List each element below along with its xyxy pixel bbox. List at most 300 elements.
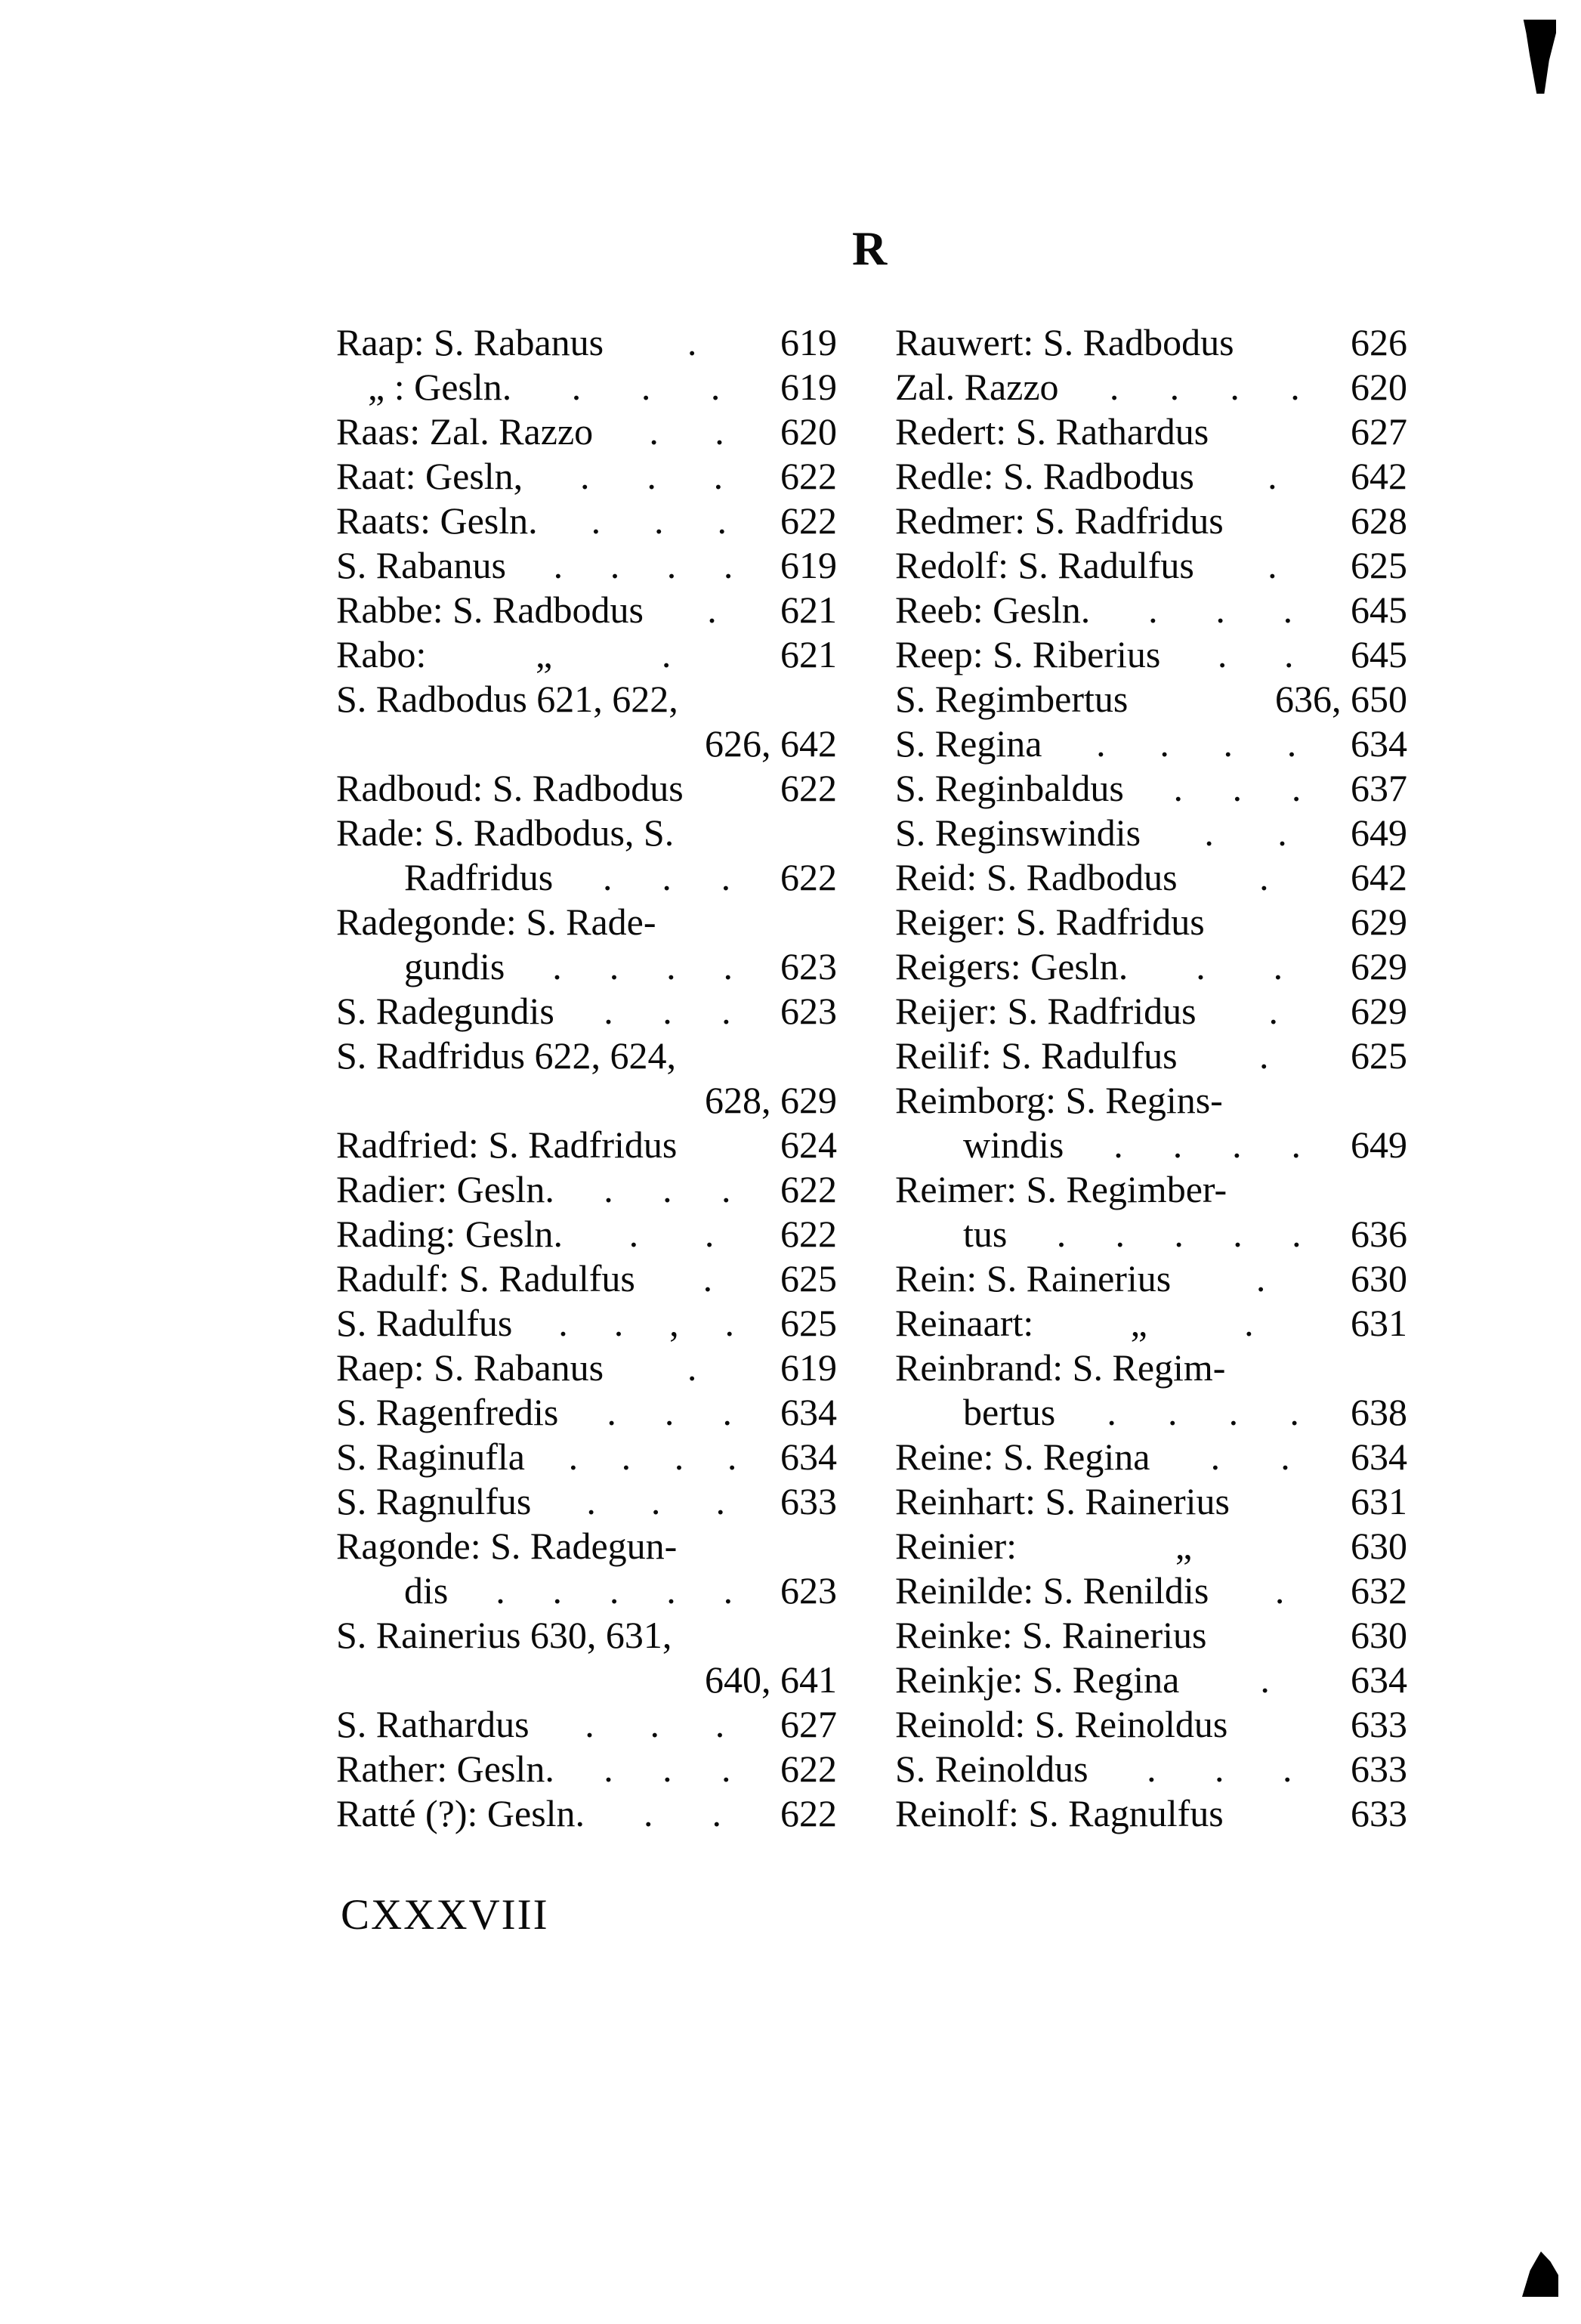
leader-dot: . [713, 455, 724, 497]
leader-dot: . [1283, 633, 1294, 675]
index-entry [336, 1568, 837, 1613]
entry-text: Reine: S. Regina [895, 1436, 1150, 1478]
entry-page-number: 622 [780, 1213, 837, 1255]
entry-text: Reijer: S. Radfridus [895, 990, 1197, 1032]
leader-dot: . [654, 499, 664, 542]
index-entry [895, 900, 1407, 944]
entry-page-number: 619 [780, 321, 837, 363]
leader-dot: . [1286, 722, 1297, 765]
index-entry [336, 1479, 837, 1524]
leader-dot: . [641, 366, 651, 408]
dot-leader [448, 1568, 780, 1613]
leader-dot: . [1228, 1391, 1239, 1433]
entry-page-number: 630 [1351, 1614, 1407, 1656]
entry-text: S. Ragnulfus [336, 1480, 532, 1522]
index-entry [336, 1390, 837, 1435]
entry-page-number: 634 [1351, 1436, 1407, 1478]
leader-dot: . [1260, 1658, 1270, 1701]
entry-text: S. Rainerius 630, 631, [336, 1614, 672, 1656]
index-entry [336, 1658, 837, 1702]
index-entry [336, 766, 837, 811]
entry-text: Reinier: [895, 1525, 1017, 1567]
entry-page-number: 642 [1351, 856, 1407, 898]
dot-leader [530, 1702, 780, 1747]
leader-dot: . [1292, 1213, 1302, 1255]
leader-dot: . [603, 856, 613, 898]
leader-dot: . [1172, 1123, 1183, 1166]
entry-page-number: 631 [1351, 1302, 1407, 1344]
index-entry [336, 1034, 837, 1078]
leader-dot: . [609, 1569, 619, 1612]
entry-page-number: 622 [780, 1792, 837, 1834]
entry-page-number: 620 [1351, 366, 1407, 408]
entry-page-number: 622 [780, 1748, 837, 1790]
leader-dot: . [585, 1703, 594, 1745]
entry-text: Radier: Gesln. [336, 1168, 554, 1210]
index-entry [895, 1123, 1407, 1167]
index-entry [336, 677, 837, 722]
leader-dot: . [591, 499, 601, 542]
entry-text: Radfried: S. Radfridus [336, 1123, 678, 1166]
entry-page-number: 634 [1351, 1658, 1407, 1701]
leader-dot: . [1210, 1436, 1221, 1478]
entry-text: Reid: S. Radbodus [895, 856, 1178, 898]
entry-page-number: 633 [1351, 1703, 1407, 1745]
dot-leader [553, 855, 780, 900]
index-entry [895, 1791, 1407, 1836]
leader-dot: . [609, 945, 619, 987]
leader-dot: . [1233, 1213, 1243, 1255]
leader-dot: . [1259, 1034, 1269, 1077]
leader-dot: . [1268, 990, 1279, 1032]
entry-page-number: 640, 641 [705, 1658, 837, 1701]
entry-page-number: 619 [780, 366, 837, 408]
leader-dot: . [662, 856, 672, 898]
leader-dot: . [715, 410, 724, 453]
dot-leader [525, 1435, 780, 1479]
dot-leader [1194, 543, 1351, 588]
entry-text: Rauwert: S. Radbodus [895, 321, 1234, 363]
dot-leader [1197, 989, 1351, 1034]
entry-text: Reimer: S. Regimber- [895, 1168, 1227, 1210]
entry-page-number: 622 [780, 455, 837, 497]
index-column-right [895, 320, 1407, 1836]
leader-dot: . [662, 990, 672, 1032]
leader-dot: . [1107, 1391, 1116, 1433]
entry-page-number: 630 [1351, 1525, 1407, 1567]
leader-dot: . [586, 1480, 596, 1522]
ditto-mark: „ [536, 633, 553, 675]
entry-page-number: 620 [780, 410, 837, 453]
index-entry [336, 989, 837, 1034]
entry-page-number: 627 [1351, 410, 1407, 453]
leader-dot: . [1232, 767, 1243, 809]
dot-leader [1178, 855, 1351, 900]
leader-dot: . [571, 366, 582, 408]
leader-dot: . [1232, 1123, 1242, 1166]
leader-dot: . [1148, 589, 1158, 631]
index-column-left [336, 320, 837, 1836]
leader-dot: . [568, 1436, 579, 1478]
index-entry [336, 1702, 837, 1747]
dot-leader [1171, 1256, 1351, 1301]
index-entry [895, 1702, 1407, 1747]
leader-dot: . [666, 945, 676, 987]
index-entry [895, 1078, 1407, 1123]
entry-page-number: 629 [1351, 990, 1407, 1032]
index-entry [336, 1524, 837, 1568]
entry-text: Rade: S. Radbodus, S. [336, 811, 675, 854]
entry-text: Raat: Gesln, [336, 455, 523, 497]
index-entry [895, 1747, 1407, 1791]
entry-text: Rabo: [336, 633, 427, 675]
entry-text: Raap: S. Rabanus [336, 321, 604, 363]
dot-leader [585, 1791, 780, 1836]
index-entry [336, 1256, 837, 1301]
leader-dot: . [1147, 1748, 1156, 1790]
index-entry [895, 454, 1407, 499]
leader-dot: . [650, 1703, 660, 1745]
entry-page-number: 649 [1351, 811, 1407, 854]
dot-leader [1033, 1301, 1351, 1346]
index-entry [895, 365, 1407, 409]
index-entry [895, 855, 1407, 900]
leader-dot: . [1096, 722, 1106, 765]
dot-leader [1194, 454, 1351, 499]
index-entry [895, 722, 1407, 766]
entry-page-number: 629 [1351, 901, 1407, 943]
leader-dot: . [1277, 811, 1287, 854]
leader-dot: . [1291, 1123, 1302, 1166]
index-entry [895, 811, 1407, 855]
section-letter-heading: R [852, 221, 888, 275]
index-entry [895, 1435, 1407, 1479]
entry-text: Redolf: S. Radulfus [895, 544, 1194, 586]
leader-dot: . [666, 544, 677, 586]
entry-text: „ : Gesln. [368, 366, 512, 408]
entry-text: windis [963, 1123, 1064, 1166]
leader-dot: . [1204, 811, 1214, 854]
entry-text: gundis [404, 945, 505, 987]
index-entry [336, 454, 837, 499]
index-entry [336, 588, 837, 632]
leader-dot: . [721, 856, 731, 898]
leader-dot: . [1255, 1257, 1266, 1300]
entry-page-number: 632 [1351, 1569, 1407, 1612]
leader-dot: . [1215, 1748, 1224, 1790]
scan-artifact-top-right [1521, 20, 1556, 94]
index-entry [336, 855, 837, 900]
leader-dot: . [662, 1168, 672, 1210]
entry-text: S. Regimbertus [895, 678, 1129, 720]
index-entry [336, 320, 837, 365]
leader-dot: . [1291, 767, 1302, 809]
entry-page-number: 638 [1351, 1391, 1407, 1433]
leader-dot: . [1268, 455, 1277, 497]
leader-dot: . [710, 366, 721, 408]
entry-text: Reiger: S. Radfridus [895, 901, 1205, 943]
entry-page-number: 630 [1351, 1257, 1407, 1300]
entry-text: S. Regina [895, 722, 1042, 765]
index-entry [895, 1256, 1407, 1301]
leader-dot: . [721, 990, 731, 1032]
index-entry [895, 1658, 1407, 1702]
entry-page-number: 619 [780, 1346, 837, 1389]
entry-text: Redle: S. Radbodus [895, 455, 1194, 497]
dot-leader [563, 1212, 780, 1256]
dot-leader [1055, 1390, 1351, 1435]
entry-text: Reilif: S. Radulfus [895, 1034, 1178, 1077]
entry-text: Radboud: S. Radbodus [336, 767, 684, 809]
dot-leader [505, 944, 780, 989]
entry-page-number: 631 [1351, 1480, 1407, 1522]
dot-leader [1088, 1747, 1351, 1791]
leader-dot: . [1160, 722, 1169, 765]
index-entry [895, 320, 1407, 365]
page-number-roman: CXXXVIII [341, 1891, 549, 1939]
dot-leader [1042, 722, 1351, 766]
leader-dot: . [496, 1569, 505, 1612]
dot-leader [604, 1346, 780, 1390]
entry-page-number: 633 [1351, 1792, 1407, 1834]
dot-leader [1017, 1524, 1351, 1568]
index-entry [336, 409, 837, 454]
entry-text: Reinbrand: S. Regim- [895, 1346, 1226, 1389]
entry-text: S. Rathardus [336, 1703, 530, 1745]
leader-dot: . [1217, 633, 1227, 675]
entry-page-number: 628 [1351, 499, 1407, 542]
entry-page-number: 626, 642 [705, 722, 837, 765]
leader-dot: . [1230, 366, 1240, 408]
index-entry [336, 944, 837, 989]
index-entry [895, 1346, 1407, 1390]
leader-dot: . [1169, 366, 1180, 408]
leader-dot: . [1283, 589, 1293, 631]
dot-leader [1141, 811, 1351, 855]
entry-page-number: 625 [780, 1302, 837, 1344]
leader-dot: . [721, 1748, 731, 1790]
leader-dot: . [715, 1480, 725, 1522]
dot-leader [538, 499, 780, 543]
dot-leader [554, 1167, 780, 1212]
entry-text: S. Radbodus 621, 622, [336, 678, 678, 720]
dot-leader [512, 1301, 780, 1346]
index-entry [895, 1479, 1407, 1524]
dot-leader [1150, 1435, 1351, 1479]
entry-text: Reigers: Gesln. [895, 945, 1129, 987]
index-entry [336, 1613, 837, 1658]
entry-page-number: 627 [780, 1703, 837, 1745]
entry-text: Reeb: Gesln. [895, 589, 1091, 631]
entry-page-number: 622 [780, 499, 837, 542]
dot-leader [523, 454, 780, 499]
index-entry [895, 1524, 1407, 1568]
entry-page-number: 645 [1351, 589, 1407, 631]
entry-text: Radulf: S. Radulfus [336, 1257, 635, 1300]
leader-dot: . [644, 1792, 653, 1834]
leader-dot: . [1244, 1302, 1254, 1344]
entry-page-number: 621 [780, 589, 837, 631]
leader-dot: . [649, 410, 659, 453]
leader-dot: . [661, 633, 672, 675]
index-entry [336, 1167, 837, 1212]
leader-dot: . [1283, 1748, 1292, 1790]
index-entry [895, 543, 1407, 588]
leader-dot: . [1174, 1213, 1184, 1255]
leader-dot: . [727, 1436, 737, 1478]
index-entry [336, 1747, 837, 1791]
leader-dot: . [604, 990, 613, 1032]
leader-dot: . [1223, 722, 1234, 765]
index-entry [336, 1301, 837, 1346]
leader-dot: . [552, 945, 562, 987]
index-entry [895, 499, 1407, 543]
entry-text: Ratté (?): Gesln. [336, 1792, 585, 1834]
entry-page-number: 642 [1351, 455, 1407, 497]
dot-leader [511, 365, 780, 409]
entry-page-number: 626 [1351, 321, 1407, 363]
index-entry [336, 365, 837, 409]
leader-dot: . [664, 1391, 675, 1433]
entry-text: Reinkje: S. Regina [895, 1658, 1180, 1701]
dot-leader [1090, 588, 1351, 632]
entry-page-number: 636 [1351, 1213, 1407, 1255]
leader-dot: . [1289, 1391, 1299, 1433]
leader-dot: . [707, 589, 717, 631]
dot-leader [635, 1256, 780, 1301]
entry-page-number: 633 [780, 1480, 837, 1522]
leader-dot: . [604, 1168, 613, 1210]
index-entry [336, 900, 837, 944]
index-entry [895, 1034, 1407, 1078]
dot-leader [1178, 1034, 1351, 1078]
entry-text: S. Rabanus [336, 544, 506, 586]
leader-dot: . [1056, 1213, 1067, 1255]
leader-dot: . [1273, 945, 1283, 987]
leader-dot: . [717, 499, 727, 542]
leader-dot: . [604, 1748, 613, 1790]
index-entry [895, 1167, 1407, 1212]
leader-dot: . [558, 1302, 568, 1344]
leader-dot: . [1196, 945, 1206, 987]
leader-dot: . [702, 1257, 713, 1300]
leader-dot: . [1109, 366, 1119, 408]
dot-leader [426, 632, 780, 677]
leader-dot: . [552, 1569, 563, 1612]
leader-dot: . [723, 544, 733, 586]
leader-dot: . [674, 1436, 684, 1478]
dot-leader [554, 989, 780, 1034]
entry-text: S. Reginswindis [895, 811, 1141, 854]
index-entry [336, 811, 837, 855]
entry-text: Reinke: S. Rainerius [895, 1614, 1207, 1656]
dot-leader [593, 409, 780, 454]
leader-dot: . [721, 1168, 731, 1210]
leader-dot: . [712, 1792, 721, 1834]
dot-leader [1064, 1123, 1351, 1167]
entry-text: Rabbe: S. Radbodus [336, 589, 644, 631]
entry-text: Raas: Zal. Razzo [336, 410, 594, 453]
entry-text: Reinaart: [895, 1302, 1034, 1344]
index-entry [895, 989, 1407, 1034]
entry-page-number: 634 [1351, 722, 1407, 765]
index-entry [336, 722, 837, 766]
leader-dot: . [613, 1302, 624, 1344]
index-entry [895, 1390, 1407, 1435]
entry-text: Rein: S. Rainerius [895, 1257, 1172, 1300]
leader-dot: . [580, 455, 590, 497]
entry-page-number: 636, 650 [1275, 678, 1407, 720]
entry-text: Raep: S. Rabanus [336, 1346, 604, 1389]
leader-dot: . [666, 1569, 676, 1612]
entry-text: Reinilde: S. Renildis [895, 1569, 1209, 1612]
leader-dot: . [1268, 544, 1277, 586]
entry-page-number: 622 [780, 767, 837, 809]
dot-leader [644, 588, 780, 632]
dot-leader [1128, 944, 1351, 989]
leader-dot: . [1113, 1123, 1123, 1166]
dot-leader [1209, 1568, 1351, 1613]
entry-text: Redmer: S. Radfridus [895, 499, 1224, 542]
leader-dot: . [628, 1213, 639, 1255]
entry-text: S. Ragenfredis [336, 1391, 559, 1433]
dot-leader [506, 543, 780, 588]
index-entry [336, 1123, 837, 1167]
entry-text: S. Radulfus [336, 1302, 513, 1344]
index-entry [336, 1078, 837, 1123]
leader-dot: . [704, 1213, 715, 1255]
index-entry [895, 1212, 1407, 1256]
leader-dot: . [1280, 1436, 1290, 1478]
entry-page-number: 633 [1351, 1748, 1407, 1790]
index-entry [336, 1791, 837, 1836]
entry-page-number: 637 [1351, 767, 1407, 809]
leader-dot: . [687, 321, 697, 363]
entry-text: S. Reinoldus [895, 1748, 1088, 1790]
entry-text: tus [963, 1213, 1008, 1255]
leader-dot: . [724, 1302, 735, 1344]
index-entry [895, 409, 1407, 454]
entry-text: Reep: S. Riberius [895, 633, 1161, 675]
leader-dot: . [715, 1703, 725, 1745]
index-entry [895, 944, 1407, 989]
entry-text: Zal. Razzo [895, 366, 1059, 408]
entry-text: Raats: Gesln. [336, 499, 538, 542]
index-entry [895, 1568, 1407, 1613]
entry-page-number: 625 [1351, 1034, 1407, 1077]
leader-dot: . [553, 544, 564, 586]
entry-text: Rather: Gesln. [336, 1748, 554, 1790]
leader-dot: . [1173, 767, 1183, 809]
entry-text: Reimborg: S. Regins- [895, 1079, 1223, 1121]
leader-dot: . [723, 1569, 733, 1612]
leader-dot: . [687, 1346, 697, 1389]
leader-dot: . [1274, 1569, 1285, 1612]
index-entry [336, 1435, 837, 1479]
index-entry [336, 1212, 837, 1256]
leader-dot: . [723, 945, 733, 987]
index-entry [895, 1613, 1407, 1658]
leader-dot: . [1259, 856, 1269, 898]
leader-dot: . [662, 1748, 672, 1790]
dot-leader [604, 320, 780, 365]
index-entry [895, 677, 1407, 722]
entry-text: Ragonde: S. Radegun- [336, 1525, 678, 1567]
entry-text: Redert: S. Rathardus [895, 410, 1209, 453]
entry-text: Reinhart: S. Rainerius [895, 1480, 1230, 1522]
leader-dot: . [1290, 366, 1300, 408]
leader-dot: , [669, 1302, 679, 1344]
